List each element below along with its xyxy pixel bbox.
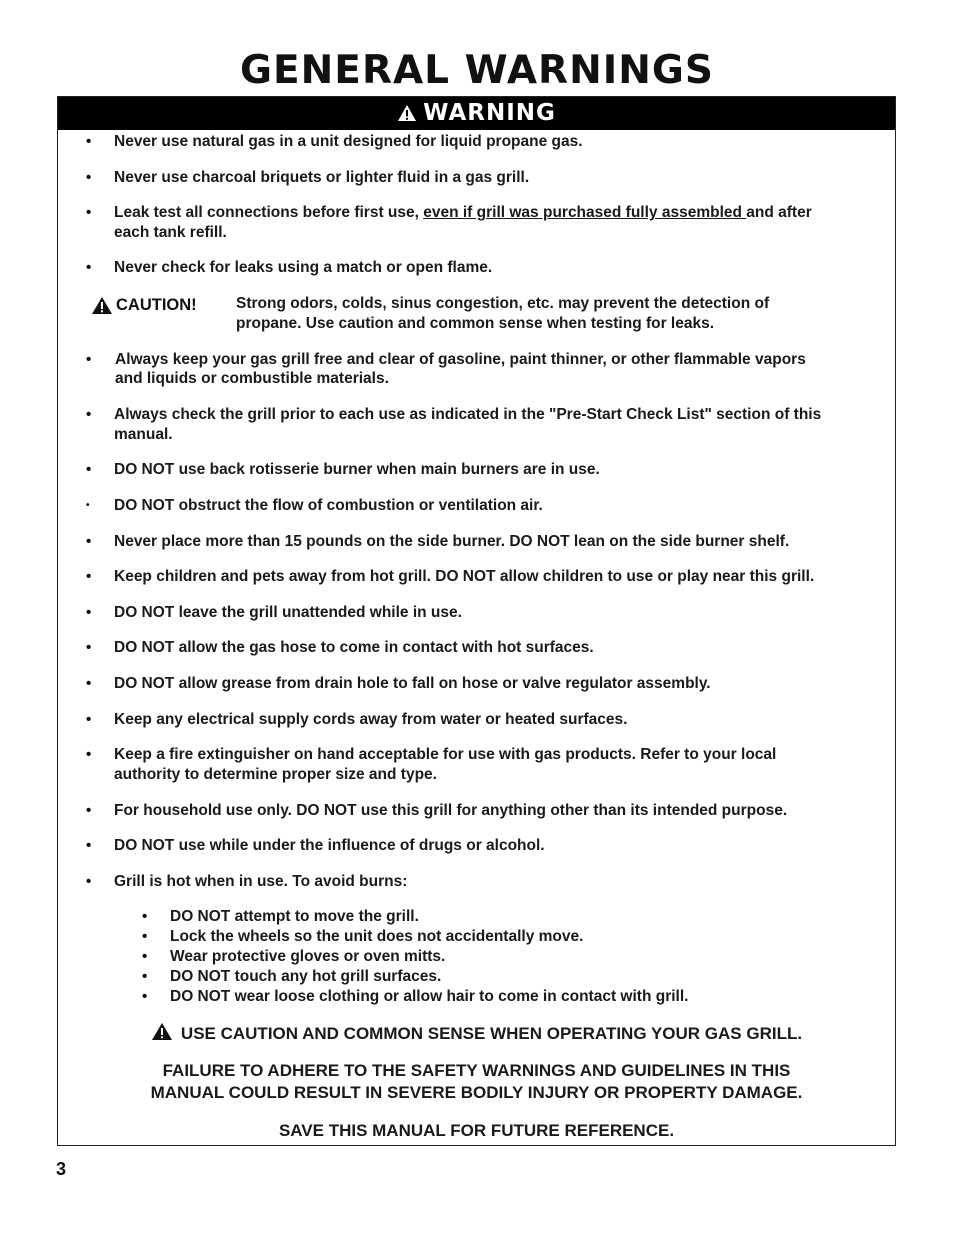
list-item: Never use natural gas in a unit designed for liquid propane gas. <box>114 133 583 150</box>
bullet: • <box>86 604 92 621</box>
list-item: For household use only. DO NOT use this grill for anything other than its intended purpose. <box>114 802 788 819</box>
list-item-continuation: each tank refill. <box>114 224 227 241</box>
caution-triangle-icon <box>151 1022 173 1041</box>
caution-label-text: CAUTION! <box>116 296 197 314</box>
warning-banner <box>58 97 895 130</box>
list-item: Never use charcoal briquets or lighter fluid in a gas grill. <box>114 169 530 186</box>
bullet: • <box>86 802 92 819</box>
warning-triangle-icon <box>397 104 417 122</box>
warning-banner-label: WARNING <box>423 100 556 126</box>
save-statement: SAVE THIS MANUAL FOR FUTURE REFERENCE. <box>278 1121 675 1140</box>
list-item: DO NOT obstruct the flow of combustion or ventilation air. <box>114 497 543 514</box>
page-number: 3 <box>56 1159 67 1179</box>
list-item: DO NOT use while under the influence of drugs or alcohol. <box>114 837 545 854</box>
list-item: DO NOT allow the gas hose to come in contact with hot surfaces. <box>114 639 594 656</box>
bullet: • <box>86 259 92 276</box>
sub-list-item: Lock the wheels so the unit does not accidentally move. <box>170 928 584 945</box>
caution-triangle-icon <box>91 296 113 315</box>
item-text: Leak test all connections before first use, <box>114 204 424 221</box>
list-item-continuation: authority to determine proper size and type. <box>114 766 437 783</box>
caution-label <box>91 295 197 315</box>
sub-list-item: Wear protective gloves or oven mitts. <box>170 948 446 965</box>
sub-list-item: DO NOT attempt to move the grill. <box>170 908 419 925</box>
sub-bullet: • <box>142 948 148 965</box>
underlined-phrase: even if grill was purchased fully assembled <box>423 204 747 221</box>
bullet: • <box>86 351 92 368</box>
caution-text: propane. Use caution and common sense when testing for leaks. <box>236 315 715 332</box>
list-item: Always keep your gas grill free and clear of gasoline, paint thinner, or other flammable vapors <box>115 351 806 368</box>
bullet: • <box>86 639 92 656</box>
bullet: • <box>86 533 92 550</box>
caution-statement-text: USE CAUTION AND COMMON SENSE WHEN OPERATING YOUR GAS GRILL. <box>180 1024 803 1043</box>
bullet: • <box>86 461 92 478</box>
bullet: • <box>86 675 92 692</box>
list-item: Always check the grill prior to each use as indicated in the "Pre-Start Check List" section of this <box>114 406 822 423</box>
list-item: Never place more than 15 pounds on the side burner. DO NOT lean on the side burner shelf. <box>114 533 790 550</box>
list-item-continuation: and liquids or combustible materials. <box>115 370 389 387</box>
sub-bullet: • <box>142 968 148 985</box>
failure-statement: FAILURE TO ADHERE TO THE SAFETY WARNINGS AND GUIDELINES IN THIS <box>162 1061 791 1080</box>
bullet: • <box>86 568 92 585</box>
list-item: Never check for leaks using a match or open flame. <box>114 259 493 276</box>
sub-list-item: DO NOT wear loose clothing or allow hair to come in contact with grill. <box>170 988 689 1005</box>
list-item: Keep any electrical supply cords away from water or heated surfaces. <box>114 711 628 728</box>
list-item: DO NOT allow grease from drain hole to fall on hose or valve regulator assembly. <box>114 675 711 692</box>
bullet: • <box>86 873 92 890</box>
sub-list-item: DO NOT touch any hot grill surfaces. <box>170 968 442 985</box>
bullet: • <box>86 204 92 221</box>
caution-text: Strong odors, colds, sinus congestion, etc. may prevent the detection of <box>236 295 770 312</box>
list-item: DO NOT leave the grill unattended while in use. <box>114 604 462 621</box>
bullet: • <box>86 711 92 728</box>
list-item: Grill is hot when in use. To avoid burns: <box>114 873 408 890</box>
sub-bullet: • <box>142 908 148 925</box>
caution-statement <box>57 1022 896 1045</box>
item-text: and after <box>746 204 812 221</box>
list-item-continuation: manual. <box>114 426 173 443</box>
bullet: • <box>86 169 92 186</box>
bullet: • <box>86 133 92 150</box>
list-item <box>114 203 812 223</box>
page-title: GENERAL WARNINGS <box>240 48 714 93</box>
sub-bullet: • <box>142 988 148 1005</box>
list-item: DO NOT use back rotisserie burner when main burners are in use. <box>114 461 600 478</box>
bullet: • <box>86 746 92 763</box>
list-item: Keep children and pets away from hot grill. DO NOT allow children to use or play near this grill. <box>114 568 815 585</box>
bullet: • <box>86 406 92 423</box>
bullet: • <box>86 500 90 511</box>
bullet: • <box>86 837 92 854</box>
sub-bullet: • <box>142 928 148 945</box>
failure-statement: MANUAL COULD RESULT IN SEVERE BODILY INJURY OR PROPERTY DAMAGE. <box>150 1083 803 1102</box>
list-item: Keep a fire extinguisher on hand acceptable for use with gas products. Refer to your local <box>114 746 777 763</box>
